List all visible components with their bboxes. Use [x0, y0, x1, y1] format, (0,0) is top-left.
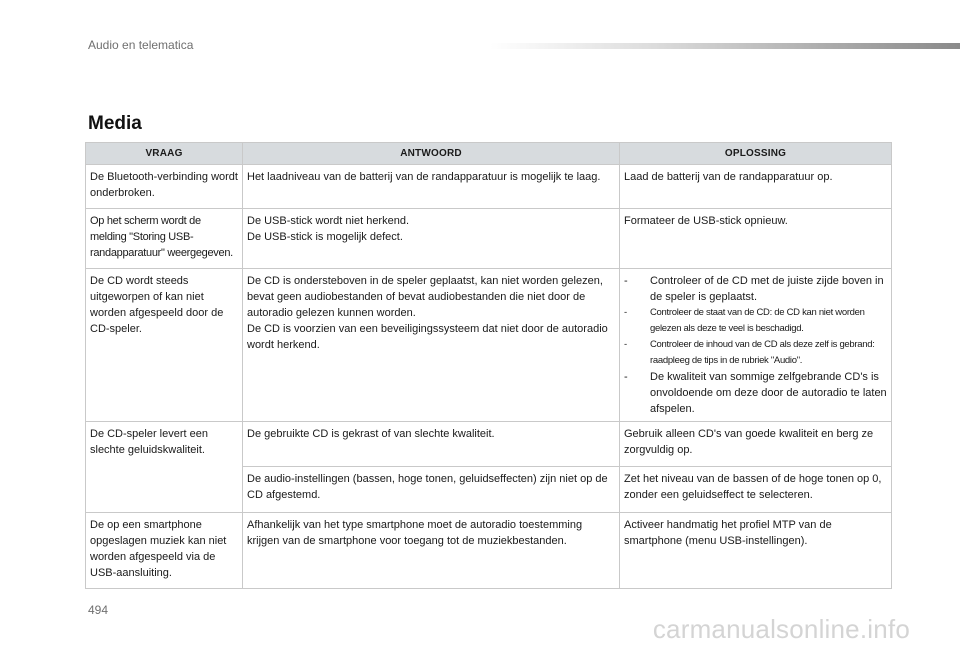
page-number: 494: [88, 603, 109, 617]
question-cell: Op het scherm wordt de melding "Storing USB-randapparatuur" weergegeven.: [86, 209, 243, 269]
answer-text: Afhankelijk van het type smartphone moet de autoradio toestemming krijgen van de smartphone voor toegang tot de muziekbestanden.: [247, 519, 583, 547]
column-header-answer: ANTWOORD: [243, 143, 620, 165]
solution-cell: [620, 467, 892, 513]
solution-text: Zet het niveau van de bassen of de hoge tonen op 0, zonder een geluidseffect te selecteren.: [624, 473, 882, 501]
answer-text: Het laadniveau van de batterij van de randapparatuur is mogelijk te laag.: [247, 171, 601, 183]
solution-text: De kwaliteit van sommige zelfgebrande CD's is onvoldoende om deze door de autoradio te laten afspelen.: [650, 371, 887, 415]
header-title: Audio en telematica: [88, 38, 194, 52]
section-title: Media: [88, 113, 142, 134]
answer-text: De CD is voorzien van een beveiligingssysteem dat niet door de autoradio wordt herkend.: [247, 323, 608, 351]
answer-cell: [243, 422, 620, 467]
solution-text: Laad de batterij van de randapparatuur op.: [624, 171, 833, 183]
question-cell: De op een smartphone opgeslagen muziek kan niet worden afgespeeld via de USB-aansluiting.: [86, 513, 243, 589]
answer-text: De audio-instellingen (bassen, hoge tonen, geluidseffecten) zijn niet op de CD afgestemd.: [247, 473, 608, 501]
solution-list-item: - Controleer de inhoud van de CD als deze zelf is gebrand: raadpleeg de tips in de rubriek "Audio".: [624, 339, 875, 366]
answer-cell: [243, 165, 620, 209]
answer-text: De USB-stick wordt niet herkend.: [247, 215, 410, 227]
answer-text: De CD is ondersteboven in de speler geplaatst, kan niet worden gelezen, bevat geen audiobestanden of bevat audiobestanden die niet door de autoradio gelezen kunnen worden.: [247, 275, 603, 319]
answer-cell: [243, 513, 620, 589]
solution-text: Controleer de inhoud van de CD als deze zelf is gebrand: raadpleeg de tips in de rubriek "Audio".: [650, 339, 875, 366]
table-row: [86, 422, 892, 467]
solution-list-item: - De kwaliteit van sommige zelfgebrande CD's is onvoldoende om deze door de autoradio te laten afspelen.: [624, 371, 887, 415]
table-header-row: [86, 143, 892, 165]
answer-cell: [243, 269, 620, 422]
table-row: [86, 269, 892, 422]
solution-cell: [620, 209, 892, 269]
answer-text: De USB-stick is mogelijk defect.: [247, 231, 403, 243]
media-troubleshooting-table: [85, 142, 892, 589]
solution-text: Gebruik alleen CD's van goede kwaliteit en berg ze zorgvuldig op.: [624, 428, 874, 456]
solution-cell: [620, 269, 892, 422]
table-row: [86, 513, 892, 589]
solution-text: Activeer handmatig het profiel MTP van de smartphone (menu USB-instellingen).: [624, 519, 832, 547]
answer-cell: [243, 467, 620, 513]
column-header-solution: OPLOSSING: [620, 143, 892, 165]
solution-text: Formateer de USB-stick opnieuw.: [624, 215, 788, 227]
solution-cell: [620, 513, 892, 589]
solution-list-item: - Controleer of de CD met de juiste zijde boven in de speler is geplaatst.: [624, 275, 884, 303]
table-row: [86, 165, 892, 209]
solution-text: Controleer of de CD met de juiste zijde boven in de speler is geplaatst.: [650, 275, 884, 303]
header-gradient-bar: [490, 43, 960, 49]
solution-cell: [620, 165, 892, 209]
solution-list: [624, 273, 887, 417]
question-cell: De CD-speler levert een slechte geluidskwaliteit.: [86, 422, 243, 513]
table-row: [86, 209, 892, 269]
answer-text: De gebruikte CD is gekrast of van slechte kwaliteit.: [247, 428, 495, 440]
column-header-question: VRAAG: [86, 143, 243, 165]
solution-cell: [620, 422, 892, 467]
solution-text: Controleer de staat van de CD: de CD kan niet worden gelezen als deze te veel is beschadigd.: [650, 307, 865, 334]
question-cell: De CD wordt steeds uitgeworpen of kan niet worden afgespeeld door de CD-speler.: [86, 269, 243, 422]
watermark: carmanualsonline.info: [652, 614, 910, 644]
question-cell: De Bluetooth-verbinding wordt onderbroken.: [86, 165, 243, 209]
solution-list-item: - Controleer de staat van de CD: de CD kan niet worden gelezen als deze te veel is beschadigd.: [624, 307, 865, 334]
answer-cell: [243, 209, 620, 269]
